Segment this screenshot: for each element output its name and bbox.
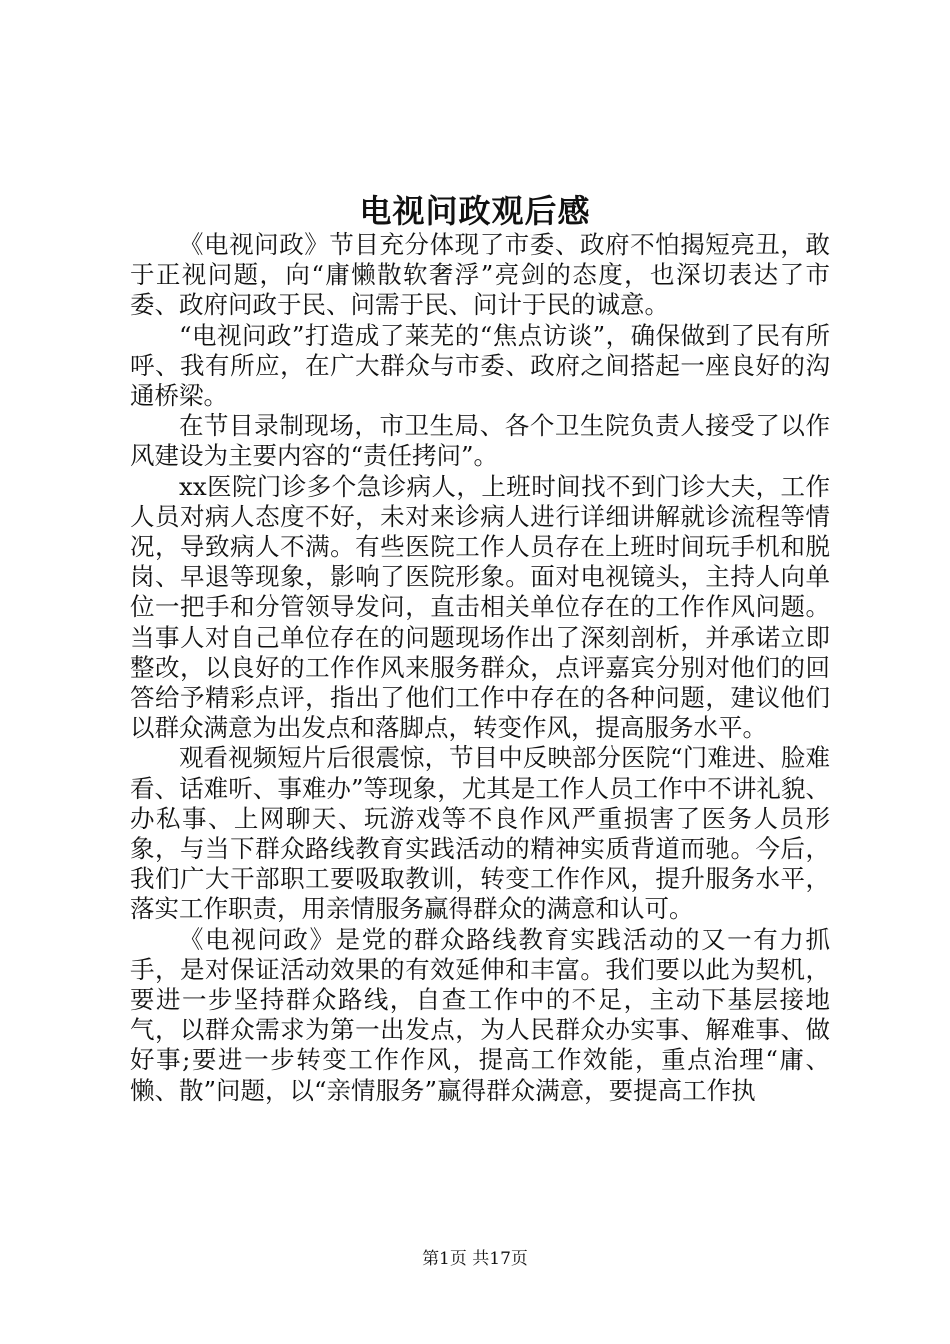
document-title: 电视问政观后感 (359, 192, 591, 230)
page-number-footer: 第1页 共17页 (422, 1249, 528, 1269)
paragraph: 在节目录制现场，市卫生局、各个卫生院负责人接受了以作风建设为主要内容的“责任拷问”。 (130, 411, 830, 471)
paragraph: xx医院门诊多个急诊病人，上班时间找不到门诊大夫，工作人员对病人态度不好，未对来诊病人进行详细讲解就诊流程等情况，导致病人不满。有些医院工作人员存在上班时间玩手机和脱岗、早退等现象，影响了医院形象。面对电视镜头，主持人向单位一把手和分管领导发问，直击相关单位存在的工作作风问题。当事人对自己单位存在的问题现场作出了深刻剖析，并承诺立即整改，以良好的工作作风来服务群众，点评嘉宾分别对他们的回答给予精彩点评，指出了他们工作中存在的各种问题，建议他们以群众满意为出发点和落脚点，转变作风，提高服务水平。 (130, 471, 830, 743)
paragraph: 《电视问政》节目充分体现了市委、政府不怕揭短亮丑，敢于正视问题，向“庸懒散软奢浮”亮剑的态度，也深切表达了市委、政府问政于民、问需于民、问计于民的诚意。 (130, 230, 830, 320)
paragraph: 观看视频短片后很震惊，节目中反映部分医院“门难进、脸难看、话难听、事难办”等现象，尤其是工作人员工作中不讲礼貌、办私事、上网聊天、玩游戏等不良作风严重损害了医务人员形象，与当下群众路线教育实践活动的精神实质背道而驰。今后，我们广大干部职工要吸取教训，转变工作作风，提升服务水平，落实工作职责，用亲情服务赢得群众的满意和认可。 (130, 743, 830, 924)
document-body (130, 230, 830, 1106)
paragraph: 《电视问政》是党的群众路线教育实践活动的又一有力抓手，是对保证活动效果的有效延伸和丰富。我们要以此为契机，要进一步坚持群众路线，自查工作中的不足，主动下基层接地气，以群众需求为第一出发点，为人民群众办实事、解难事、做好事;要进一步转变工作作风，提高工作效能，重点治理“庸、懒、散”问题，以“亲情服务”赢得群众满意，要提高工作执 (130, 924, 830, 1105)
paragraph: “电视问政”打造成了莱芜的“焦点访谈”，确保做到了民有所呼、我有所应，在广大群众与市委、政府之间搭起一座良好的沟通桥梁。 (130, 320, 830, 411)
